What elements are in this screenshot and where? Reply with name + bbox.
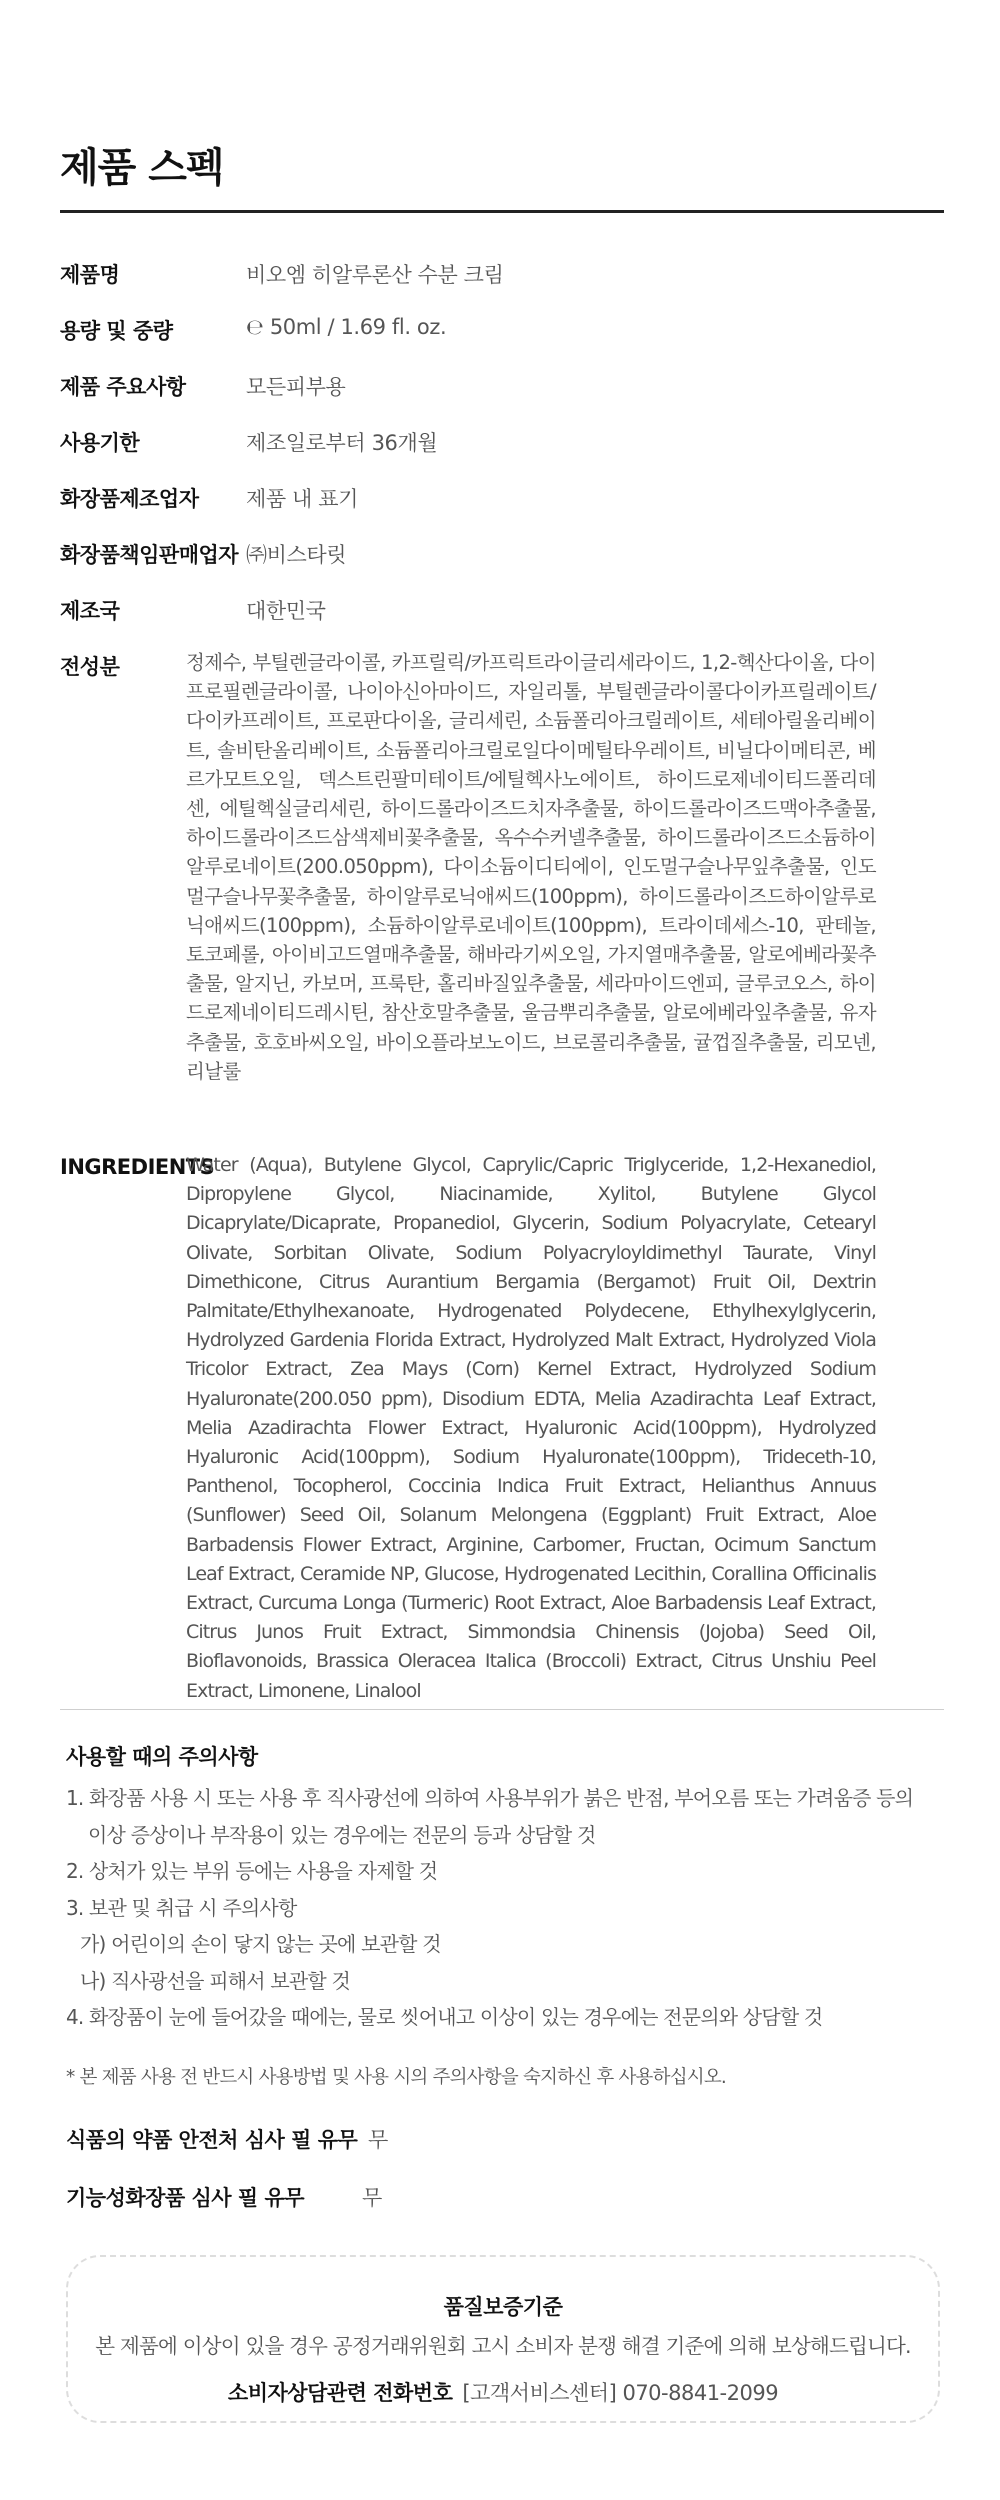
- caution-item: 1. 화장품 사용 시 또는 사용 후 직사광선에 의하여 사용부위가 붉은 반점, 부어오름 또는 가려움증 등의: [66, 1786, 914, 1810]
- spec-label: 제품 주요사항: [60, 375, 186, 399]
- review-label: 식품의 약품 안전처 심사 필 유무: [66, 2128, 358, 2152]
- spec-value: 제조일로부터 36개월: [246, 431, 438, 455]
- ingredients-en-text: Water (Aqua), Butylene Glycol, Caprylic/Capric Triglyceride, 1,2-Hexanediol, Dipropylene Glycol, Niacinamide, Xylitol, Butylene Glycol Dicaprylate/Dicaprate, Propanediol, Glycerin, Sodium Polyacrylate, Cetearyl Olivate, Sorbitan Olivate, Sodium Polyacryloyldimethyl Taurate, Vinyl Dimethicone, Citrus Aurantium Bergamia (Bergamot) Fruit Oil, Dextrin Palmitate/Ethylhexanoate, Hydrogenated Polydecene, Ethylhexylglycerin, Hydrolyzed Gardenia Florida Extract, Hydrolyzed Malt Extract, Hydrolyzed Viola Tricolor Extract, Zea Mays (Corn) Kernel Extract, Hydrolyzed Sodium Hyaluronate(200.050 ppm), Disodium EDTA, Melia Azadirachta Leaf Extract, Melia Azadirachta Flower Extract, Hyaluronic Acid(100ppm), Hydrolyzed Hyaluronic Acid(100ppm), Sodium Hyaluronate(100ppm), Trideceth-10, Panthenol, Tocopherol, Coccinia Indica Fruit Extract, Helianthus Annuus (Sunflower) Seed Oil, Solanum Melongena (Eggplant) Fruit Extract, Aloe Barbadensis Flower Extract, Arginine, Carbomer, Fructan, Ocimum Sanctum Leaf Extract, Ceramide NP, Glucose, Hydrogenated Lecithin, Corallina Officinalis Extract, Curcuma Longa (Turmeric) Root Extract, Aloe Barbadensis Leaf Extract, Citrus Junos Fruit Extract, Simmondsia Chinensis (Jojoba) Seed Oil, Bioflavonoids, Brassica Oleracea Italica (Broccoli) Extract, Citrus Unshiu Peel Extract, Limonene, Linalool: [186, 1154, 876, 1702]
- caution-item: 4. 화장품이 눈에 들어갔을 때에는, 물로 씻어내고 이상이 있는 경우에는 전문의와 상담할 것: [66, 2005, 823, 2029]
- caution-item: 2. 상처가 있는 부위 등에는 사용을 자제할 것: [66, 1859, 438, 1883]
- caution-item: 가) 어린이의 손이 닿지 않는 곳에 보관할 것: [80, 1932, 441, 1956]
- page-title: 제품 스펙: [60, 145, 224, 191]
- spec-value: ℮ 50ml / 1.69 fl. oz.: [246, 315, 447, 339]
- caution-item: 나) 직사광선을 피해서 보관할 것: [80, 1968, 350, 1993]
- quality-guarantee-box: [66, 2255, 940, 2423]
- review-value: 무: [368, 2128, 389, 2152]
- review-value: 무: [362, 2186, 383, 2210]
- spec-label: 용량 및 중량: [60, 319, 173, 343]
- phone-label: 소비자상담관련 전화번호: [227, 2381, 453, 2405]
- spec-value: 비오엠 히알루론산 수분 크림: [246, 263, 504, 287]
- title-divider: [60, 210, 944, 213]
- phone-number: [고객서비스센터] 070-8841-2099: [462, 2381, 779, 2405]
- spec-label: 전성분: [60, 655, 120, 679]
- section-divider: [60, 1709, 944, 1710]
- spec-value: 제품 내 표기: [246, 487, 358, 511]
- spec-label: 제조국: [60, 599, 120, 623]
- spec-label: 화장품제조업자: [60, 487, 199, 511]
- caution-item: 이상 증상이나 부작용이 있는 경우에는 전문의 등과 상담할 것: [88, 1822, 596, 1847]
- review-label: 기능성화장품 심사 필 유무: [66, 2186, 305, 2210]
- spec-value: 모든피부용: [246, 375, 346, 399]
- spec-label: INGREDIENTS: [60, 1155, 215, 1179]
- spec-label: 제품명: [60, 263, 120, 287]
- spec-label: 화장품책임판매업자: [60, 543, 239, 567]
- quality-title: 품질보증기준: [443, 2295, 563, 2319]
- quality-description: 본 제품에 이상이 있을 경우 공정거래위원회 고시 소비자 분쟁 해결 기준에 의해 보상해드립니다.: [95, 2334, 911, 2358]
- caution-title: 사용할 때의 주의사항: [66, 1745, 258, 1769]
- spec-label: 사용기한: [60, 431, 140, 455]
- caution-list: [66, 1780, 946, 2036]
- caution-item: 3. 보관 및 취급 시 주의사항: [66, 1895, 297, 1920]
- spec-value: ㈜비스타릿: [246, 543, 347, 567]
- usage-notice: * 본 제품 사용 전 반드시 사용방법 및 사용 시의 주의사항을 숙지하신 후 사용하십시오.: [66, 2067, 726, 2088]
- spec-value: 대한민국: [246, 599, 326, 623]
- customer-phone-line: [68, 2377, 938, 2407]
- ingredients-ko-text: 정제수, 부틸렌글라이콜, 카프릴릭/카프릭트라이글리세라이드, 1,2-헥산다이올, 다이프로필렌글라이콜, 나이아신아마이드, 자일리톨, 부틸렌글라이콜다이카프릴레이트/다이카프레이트, 프로판다이올, 글리세린, 소듐폴리아크릴레이트, 세테아릴올리베이트, 솔비탄올리베이트, 소듐폴리아크릴로일다이메틸타우레이트, 비닐다이메티콘, 베르가모트오일, 덱스트린팔미테이트/에틸헥사노에이트, 하이드로제네이티드폴리데센, 에틸헥실글리세린, 하이드롤라이즈드치자추출물, 하이드롤라이즈드맥아추출물, 하이드롤라이즈드삼색제비꽃추출물, 옥수수커넬추출물, 하이드롤라이즈드소듐하이알루로네이트(200.050ppm), 다이소듐이디티에이, 인도멀구슬나무잎추출물, 인도멀구슬나무꽃추출물, 하이알루로닉애씨드(100ppm), 하이드롤라이즈드하이알루로닉애씨드(100ppm), 소듐하이알루로네이트(100ppm), 트라이데세스-10, 판테놀, 토코페롤, 아이비고드열매추출물, 해바라기씨오일, 가지열매추출물, 알로에베라꽃추출물, 알지닌, 카보머, 프룩탄, 홀리바질잎추출물, 세라마이드엔피, 글루코오스, 하이드로제네이티드레시틴, 참산호말추출물, 울금뿌리추출물, 알로에베라잎추출물, 유자추출물, 호호바씨오일, 바이오플라보노이드, 브로콜리추출물, 귤껍질추출물, 리모넨, 리날룰: [186, 651, 876, 1083]
